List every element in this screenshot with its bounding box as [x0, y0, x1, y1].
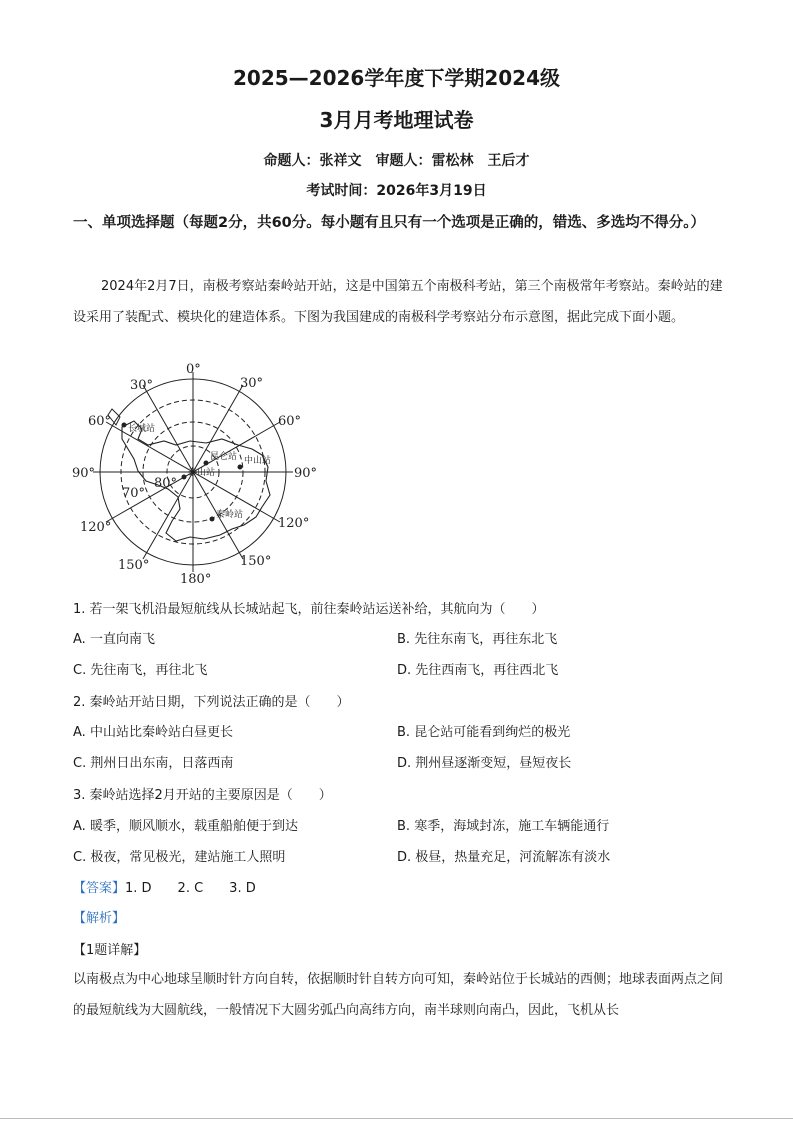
- q3-option-a[interactable]: [73, 815, 298, 834]
- station-zhongshan-marker: [238, 465, 243, 470]
- option-text: 一直向南飞: [89, 632, 155, 647]
- label-lat-80: 80°: [154, 476, 178, 491]
- label-lat-70: 70°: [122, 486, 146, 501]
- station-changcheng-marker: [122, 423, 127, 428]
- label-changcheng: 长城站: [128, 424, 156, 434]
- label-150-left: 150°: [118, 558, 150, 573]
- option-text: 昆仑站可能看到绚烂的极光: [414, 725, 571, 740]
- option-key: A.: [73, 819, 86, 834]
- label-30-left: 30°: [130, 378, 154, 393]
- option-text: 极昼，热量充足，河流解冻有淡水: [415, 850, 611, 865]
- q1-option-b[interactable]: [397, 628, 557, 647]
- label-180: 180°: [180, 572, 212, 587]
- detail-paragraph: 以南极点为中心地球呈顺时针方向自转，依据顺时针自转方向可知，秦岭站位于长城站的西侧；地球表面两点之间的最短航线为大圆航线，一般情况下大圆劣弧凸向高纬方向，南半球则向南凸，因此，飞机从长: [73, 972, 724, 1018]
- option-key: B.: [397, 632, 411, 647]
- label-60-right: 60°: [278, 414, 302, 429]
- option-key: D.: [397, 663, 412, 678]
- q2-option-a[interactable]: [73, 721, 233, 740]
- label-90-right: 90°: [294, 466, 318, 481]
- option-key: B.: [397, 819, 411, 834]
- q2-option-b[interactable]: [397, 721, 570, 740]
- exam-time-line: 考试时间：2026年3月19日: [306, 183, 487, 199]
- label-60-left: 60°: [88, 414, 112, 429]
- map-svg: [72, 357, 324, 587]
- authors-line: 命题人：张祥文 审题人：雷松林 王后才: [263, 153, 530, 169]
- option-text: 先往东南飞，再往东北飞: [414, 632, 558, 647]
- option-key: C.: [73, 663, 87, 678]
- option-text: 荆州昼逐渐变短，昼短夜长: [415, 756, 572, 771]
- option-text: 先往西南飞，再往西北飞: [415, 663, 559, 678]
- detail-title: 【1题详解】: [73, 943, 147, 958]
- q2-option-d[interactable]: [397, 752, 571, 771]
- option-text: 中山站比秦岭站白昼更长: [89, 725, 233, 740]
- label-150-right: 150°: [240, 554, 272, 569]
- label-kunlun: 昆仑站: [210, 452, 238, 462]
- option-text: 荆州日出东南，日落西南: [90, 756, 234, 771]
- q1-option-d[interactable]: [397, 659, 558, 678]
- option-text: 先往南飞，再往北飞: [90, 663, 208, 678]
- q1-option-a[interactable]: [73, 628, 155, 647]
- question-2-stem: 2. 秦岭站开站日期，下列说法正确的是（ ）: [73, 695, 350, 710]
- answer-text: 1. D 2. C 3. D: [125, 881, 256, 896]
- title-line-2: 3月月考地理试卷: [319, 108, 474, 132]
- label-qinling: 秦岭站: [216, 510, 244, 520]
- intro-paragraph: 2024年2月7日，南极考察站秦岭站开站，这是中国第五个南极科考站，第三个南极常年考察站。秦岭站的建设采用了装配式、模块化的建造体系。下图为我国建成的南极科学考察站分布示意图，据此完成下面小题。: [73, 279, 723, 325]
- q2-option-c[interactable]: [73, 752, 233, 771]
- station-taishan-marker: [182, 475, 187, 480]
- answer-line: [73, 877, 256, 896]
- label-120-right: 120°: [278, 516, 310, 531]
- option-text: 寒季，海域封冻，施工车辆能通行: [414, 819, 610, 834]
- question-1-stem: 1. 若一架飞机沿最短航线从长城站起飞，前往秦岭站运送补给，其航向为（ ）: [73, 602, 545, 617]
- label-120-left: 120°: [80, 520, 112, 535]
- option-text: 极夜，常见极光，建站施工人照明: [90, 850, 286, 865]
- option-key: C.: [73, 756, 87, 771]
- q3-option-b[interactable]: [397, 815, 609, 834]
- label-30-right: 30°: [240, 376, 264, 391]
- analysis-tag: 【解析】: [73, 911, 126, 926]
- option-key: B.: [397, 725, 411, 740]
- station-kunlun-marker: [204, 461, 209, 466]
- title-line-1: 2025—2026学年度下学期2024级: [233, 66, 560, 90]
- label-zhongshan: 中山站: [244, 456, 272, 466]
- question-3-stem: 3. 秦岭站选择2月开站的主要原因是（ ）: [73, 788, 332, 803]
- option-key: A.: [73, 632, 86, 647]
- q3-option-d[interactable]: [397, 846, 610, 865]
- q3-option-c[interactable]: [73, 846, 285, 865]
- page-bottom-divider: [0, 1118, 793, 1119]
- label-90-left: 90°: [72, 466, 96, 481]
- option-key: D.: [397, 756, 412, 771]
- section-title: 一、单项选择题（每题2分，共60分。每小题有且只有一个选项是正确的，错选、多选均不得分。）: [73, 215, 706, 231]
- label-taishan: 泰山站: [188, 468, 216, 478]
- option-key: C.: [73, 850, 87, 865]
- option-key: A.: [73, 725, 86, 740]
- label-0: 0°: [186, 362, 201, 377]
- antarctica-station-map: [72, 357, 324, 587]
- station-qinling-marker: [210, 517, 215, 522]
- option-key: D.: [397, 850, 412, 865]
- option-text: 暖季，顺风顺水，载重船舶便于到达: [89, 819, 298, 834]
- answer-tag: 【答案】: [73, 881, 126, 896]
- q1-option-c[interactable]: [73, 659, 207, 678]
